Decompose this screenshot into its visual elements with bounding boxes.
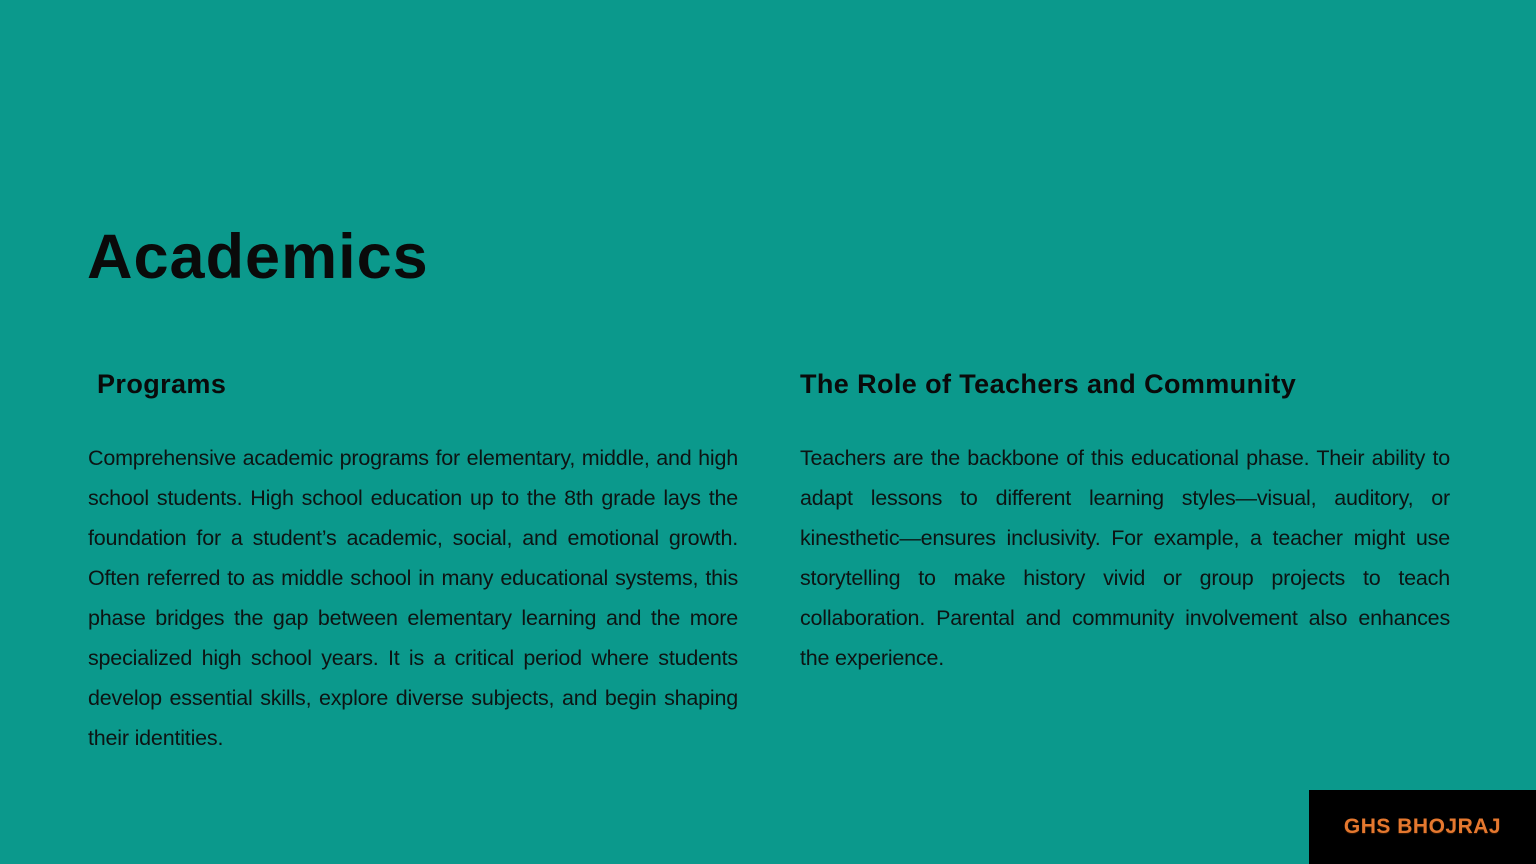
school-badge bbox=[1309, 790, 1536, 864]
programs-body-text: Comprehensive academic programs for elementary, middle, and high school students. High school education up to the 8th grade lays the foundation for a student’s academic, social, and emotional growth. Often referred to as middle school in many educational systems, this phase bridges the gap between elementary learning and the more specialized high school years. It is a critical period where students develop essential skills, explore diverse subjects, and begin shaping their identities. bbox=[88, 445, 738, 750]
slide-title: Academics bbox=[87, 222, 429, 292]
column-teachers-community bbox=[800, 370, 1450, 758]
content-columns bbox=[88, 370, 1450, 758]
programs-heading: Programs bbox=[97, 369, 227, 399]
school-badge-label: GHS BHOJRAJ bbox=[1343, 815, 1502, 838]
column-programs bbox=[88, 370, 738, 758]
teachers-community-body-text: Teachers are the backbone of this educational phase. Their ability to adapt lessons to different learning styles—visual, auditory, or kinesthetic—ensures inclusivity. For example, a teacher might use storytelling to make history vivid or group projects to teach collaboration. Parental and community involvement also enhances the experience. bbox=[800, 445, 1450, 670]
teachers-community-heading: The Role of Teachers and Community bbox=[800, 369, 1297, 399]
